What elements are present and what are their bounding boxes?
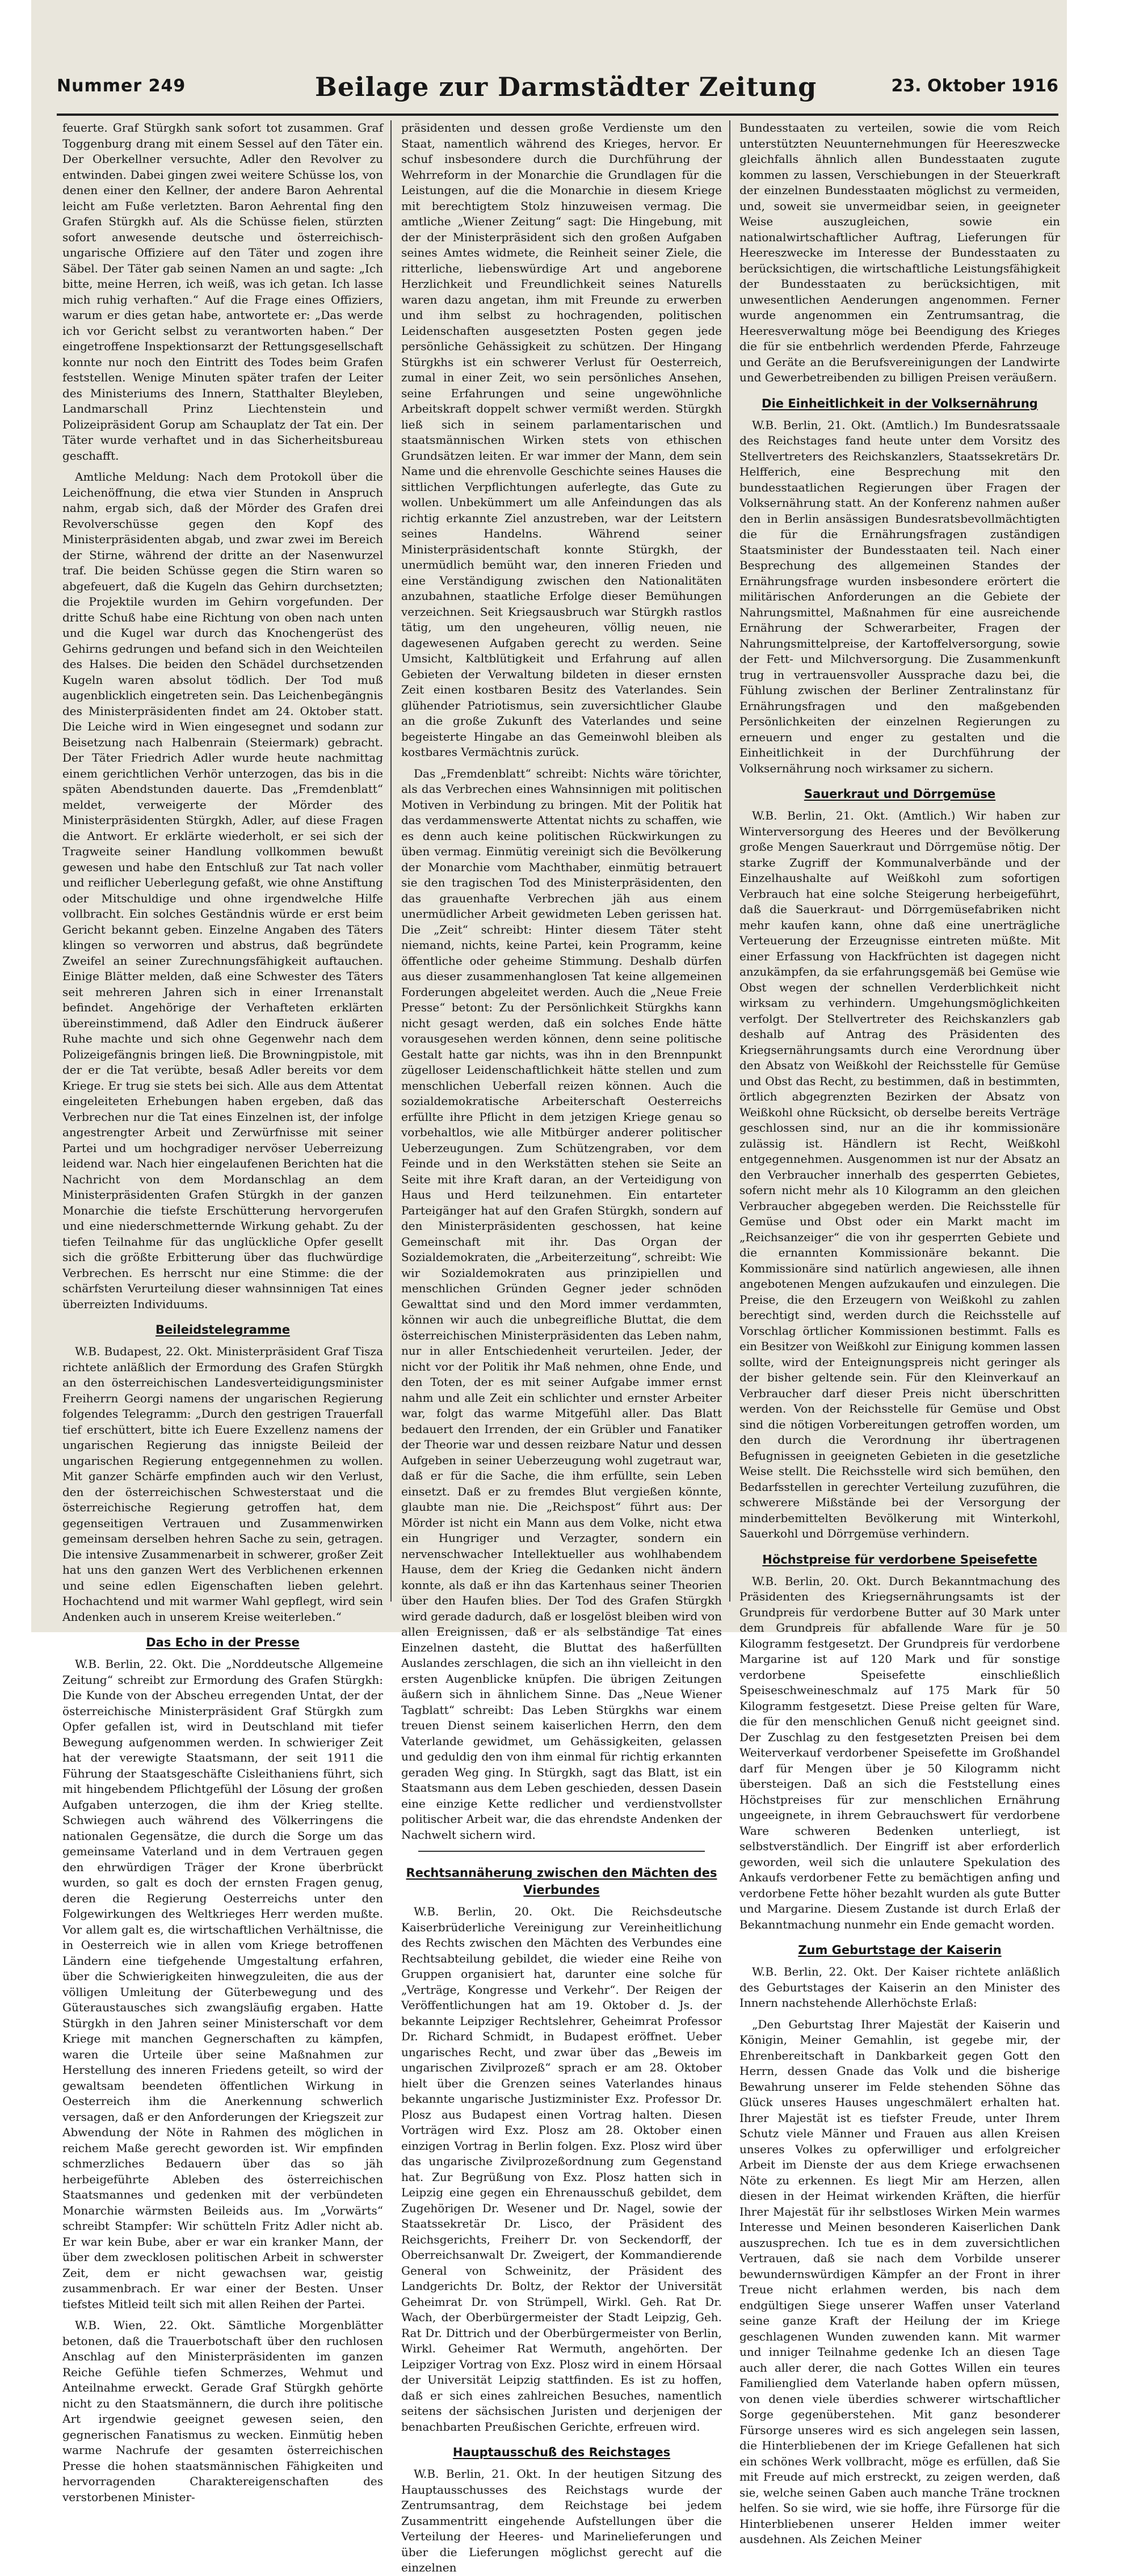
issue-number: Nummer 249 (57, 76, 186, 96)
header-rule (57, 114, 1058, 116)
article-heading: Die Einheitlichkeit in der Volksernährung (762, 396, 1038, 410)
article-heading: Beileidstelegramme (155, 1323, 290, 1337)
article-heading: Das Echo in der Presse (146, 1636, 300, 1649)
page-margin-right (1067, 0, 1135, 1632)
article-paragraph: Das „Fremdenblatt“ schreibt: Nichts wäre törichter, als das Verbrechen eines Wahnsinnigen mit politischen Motiven in Verbindung zu bringen. Mit der Politik hat das verdammenswerte Attentat nichts zu schaffen, wie es denn auch keine politischen Rückwirkungen zu üben vermag. Einmütig vereinigt sich die Bevölkerung der Monarchie vom Machthaber, einmütig betrauert sie den tragischen Tod des Ministerpräsidenten, den das grauenhafte Verbrechen jäh aus einem unermüdlicher Arbeit gewidmeten Leben gerissen hat. Die „Zeit“ schreibt: Hinter diesem Täter steht niemand, nichts, keine Partei, kein Programm, keine öffentliche oder geheime Stimmung. Deshalb dürfen aus dieser zusammenhanglosen Tat keine allgemeinen Forderungen abgeleitet werden. Auch die „Neue Freie Presse“ betont: Zu der Persönlichkeit Stürgkhs kann nicht gesagt werden, daß ein solches Ende hätte vorausgesehen werden können, denn seine politische Gestalt hatte gar nichts, was ihn in den Brennpunkt zügelloser Leidenschaftlichkeit hätte stellen und zum menschlichen Ueberfall reizen können. Auch die sozialdemokratische Arbeiterschaft Oesterreichs erfüllte ihre Pflicht in dem jetzigen Kriege genau so vorbehaltlos, wie alle Mitbürger anderer politischer Ueberzeugungen. Zum Schützengraben, vor dem Feinde und in den Werkstätten stehen sie Seite an Seite mit ihre Kraft daran, an der Verteidigung von Haus und Herd teilzunehmen. Ein entarteter Parteigänger hat auf den Grafen Stürgkh, sondern auf den Ministerpräsidenten geschossen, hat keine Gemeinschaft mit ihr. Das Organ der Sozialdemokraten, die „Arbeiterzeitung“, schreibt: Wie wir Sozialdemokraten aus prinzipiellen und menschlichen Gründen Gegner jeder schnöden Gewalttat sind und den Mord immer verdammten, können wir auch die unbegreifliche Bluttat, die dem österreichischen Ministerpräsidenten das Leben nahm, nur in aller Entschiedenheit verurteilen. Jeder, der nicht vor der Politik ihr Maß nehmen, ohne Ende, und den Toten, der es mit seiner Aufgabe immer ernst nahm und alle Zeit ein schlichter und ernster Arbeiter war, folgt das warme Mitgefühl aller. Das Blatt bedauert den Irrenden, der ein Grübler und Fanatiker der Theorie war und dessen reizbare Natur und dessen Aufgeben in seiner Ueberzeugung wohl zugetraut war, daß er für die Sache, die ihm erfüllte, sein Leben einsetzt. Daß er zu fremdes Blut vergießen könnte, glaubte man nie. Die „Reichspost“ führt aus: Der Mörder ist nicht ein Mann aus dem Volke, nicht etwa ein Hungriger und Verzagter, sondern ein nervenschwacher Intellektueller aus wohlhabendem Hause, dem der Krieg die Gedanken nicht ändern konnte, als daß er ihn das Kartenhaus seiner Theorien über den Haufen blies. Der Tod des Grafen Stürgkh wird gerade dadurch, daß er losgelöst bleiben wird von allen Ereignissen, daß er als selbständige Tat eines Einzelnen dasteht, die Bluttat des haßerfüllten Auslandes zerschlagen, die sich an ihn vielleicht in den ersten Augenblicke knüpfen. Die übrigen Zeitungen äußern sich in ähnlichem Sinne. Das „Neue Wiener Tagblatt“ schreibt: Das Leben Stürgkhs war einem treuen Dienst seinem kaiserlichen Herrn, den dem Vaterlande gewidmet, um Gehässigkeiten, gelassen und geduldig den von ihm einmal für richtig erkannten geraden Weg ging. In Stürgkh, sagt das Blatt, ist ein Staatsmann aus dem Leben geschieden, dessen Dasein eine einzige Kette redlicher und verdienstvollster politischer Arbeit war, die das ehrendste Andenken der Nachwelt sichern wird. (401, 766, 722, 1842)
article-paragraph: W.B. Berlin, 20. Okt. Die Reichsdeutsche Kaiserbrüderliche Vereinigung zur Vereinheitlichung des Rechts zwischen den Mächten des Verbundes eine Rechtsabteilung gebildet, die wieder eine Reihe von Gruppen organisiert hat, darunter eine solche für „Verträge, Kongresse und Verkehr“. Der Reigen der Veröffentlichungen hat am 19. Oktober d. Js. der bekannte Leipziger Rechtslehrer, Geheimrat Professor Dr. Richard Schmidt, in Budapest eröffnet. Ueber ungarisches Recht, und zwar über das „Beweis im ungarischen Zivilprozeß“ sprach er am 28. Oktober hielt über die Grenzen seines Vaterlandes hinaus bekannte ungarische Justizminister Exz. Professor Dr. Plosz aus Budapest einen Vortrag halten. Diesen Vorträgen wird Exz. Plosz am 28. Oktober einen einzigen Vortrag in Berlin folgen. Exz. Plosz wird über das ungarische Zivilprozeßordnung zum Gegenstand hat. Zur Begrüßung von Exz. Plosz hatten sich in Leipzig eine gegen ein Ehrenausschuß gebildet, dem Zugehörigen Dr. Wesener und Dr. Nagel, sowie der Staatssekretär Dr. Lisco, der Präsident des Reichsgerichts, Freiherr Dr. von Seckendorff, der Oberreichsanwalt Dr. Zweigert, der Kommandierende General von Schweinitz, der Präsident des Landgerichts Dr. Boltz, der Rektor der Universität Geheimrat Dr. von Strümpell, Wirkl. Geh. Rat Dr. Wach, der Oberbürgermeister der Stadt Leipzig, Geh. Rat Dr. Dittrich und der Oberbürgermeister von Berlin, Wirkl. Geheimer Rat Wermuth, angehörten. Der Leipziger Vortrag von Exz. Plosz wird in einem Hörsaal der Universität Leipzig stattfinden. Es ist zu hoffen, daß er sich eines zahlreichen Besuches, namentlich seitens der sächsischen Juristen und derjenigen der benachbarten Preußischen Gerichte, erfreuen wird. (401, 1905, 722, 2434)
article-paragraph: W.B. Berlin, 22. Okt. Die „Norddeutsche Allgemeine Zeitung“ schreibt zur Ermordung des Grafen Stürgkh: Die Kunde von der Abscheu erregenden Untat, der der österreichische Ministerpräsident Graf Stürgkh zum Opfer gefallen ist, wird in Deutschland mit tiefer Bewegung aufgenommen werden. In schwieriger Zeit hat der verewigte Staatsmann, der seit 1911 die Führung der Staatsgeschäfte Cisleithaniens führt, sich mit hingebendem Pflichtgefühl der Lösung der großen Aufgaben unterzogen, die ihm der Krieg stellte. Schwiegen auch während des Völkerringens die nationalen Gegensätze, die durch die Sorge um das gemeinsame Vaterland und in dem Vertrauen gegen den ehrwürdigen Träger der Krone überbrückt wurden, so galt es doch der ernsten Fragen genug, deren die Regierung Oesterreichs unter den Folgewirkungen des Weltkrieges Herr werden mußte. Vor allem galt es, die wirtschaftlichen Verhältnisse, die in Oesterreich wie in allen vom Kriege betroffenen Ländern eine tiefgehende Umgestaltung erfahren, über die Schwierigkeiten hinwegzuleiten, die aus der völligen Umleitung der Güterbewegung und des Güteraustausches sich zwangsläufig ergaben. Hatte Stürgkh in den Jahren seiner Ministerschaft vor dem Kriege mit manchen Gegnerschaften zu kämpfen, waren die Urteile über seine Maßnahmen zur Herstellung des inneren Friedens geteilt, so wird der gewaltsam beendeten öffentlichen Wirkung in Oesterreich ihm die Anerkennung schwerlich versagen, daß er den Anforderungen der Kriegszeit zur Abwendung der Nöte in Rahmen des möglichen in reichem Maße gerecht geworden ist. Wir empfinden schmerzliches Bedauern über das so jäh herbeigeführte Ableben des österreichischen Staatsmannes und gedenken mit der verbündeten Monarchie wärmsten Beileids aus. Im „Vorwärts“ schreibt Stampfer: Wir schütteln Fritz Adler nicht ab. Er war kein Bube, aber er war ein kranker Mann, der über dem zwecklosen politischen Arbeit in schwerster Zeit, dem er nicht gewachsen war, geistig zusammenbrach. Er war einer der Besten. Unser tiefstes Mitleid teilt sich mit allen Reihen der Partei. (62, 1657, 383, 2311)
article-paragraph: feuerte. Graf Stürgkh sank sofort tot zusammen. Graf Toggenburg drang mit einem Sessel auf den Täter ein. Der Oberkellner versuchte, Adler den Revolver zu entwinden. Dabei gingen zwei weitere Schüsse los, von denen einer den Kellner, der andere Baron Aehrental leicht am Fuße verletzten. Baron Aehrental fing den Grafen Stürgkh auf. Als die Schüsse fielen, stürzten sofort anwesende deutsche und österreichisch-ungarische Offiziere auf den Täter und zogen ihre Säbel. Der Täter gab seinen Namen an und sagte: „Ich bitte, meine Herren, ich weiß, was ich getan. Ich lasse mich ruhig verhaften.“ Auf die Frage eines Offiziers, warum er dies getan habe, antwortete er: „Das werde ich vor Gericht selbst zu verantworten haben.“ Der eingetroffene Inspektionsarzt der Rettungsgesellschaft konnte nur noch den Eintritt des Todes beim Grafen feststellen. Wenige Minuten später trafen der Leiter des Ministeriums des Innern, Statthalter Bleyleben, Landmarschall Prinz Liechtenstein und Polizeipräsident Gorup am Schauplatz der Tat ein. Der Täter wurde verhaftet und in das Sicherheitsbureau geschafft. (62, 121, 383, 463)
article-paragraph: W.B. Wien, 22. Okt. Sämtliche Morgenblätter betonen, daß die Trauerbotschaft über den ruchlosen Anschlag auf den Ministerpräsidenten im ganzen Reiche Gefühle tiefen Schmerzes, Wehmut und Anteilnahme erweckt. Gerade Graf Stürgkh gehörte nicht zu den Staatsmännern, die durch ihre politische Art irgendwie geeignet gewesen seien, den gegnerischen Fanatismus zu wecken. Einmütig heben warme Nachrufe der gesamten österreichischen Presse die hohen staatsmännischen Fähigkeiten und hervorragenden Charaktereigenschaften des verstorbenen Minister- (62, 2318, 383, 2504)
article-paragraph: W.B. Budapest, 22. Okt. Ministerpräsident Graf Tisza richtete anläßlich der Ermordung des Grafen Stürgkh an den österreichischen Landesverteidigungsminister Freiherrn Georgi namens der ungarischen Regierung folgendes Telegramm: „Durch den gestrigen Trauerfall tief erschüttert, bitte ich Euere Exzellenz namens der ungarischen Regierung das innigste Beileid der ungarischen Regierung entgegennehmen zu wollen. Mit ganzer Schärfe empfinden auch wir den Verlust, den der österreichischen Schwesterstaat und die österreichische Regierung getroffen hat, dem gegenseitigen Vertrauen und Zusammenwirken gemeinsam derselben hehren Sache zu sein, getragen. Die intensive Zusammenarbeit in schwerer, großer Zeit hat uns den ganzen Wert des Verblichenen erkennen und seine edlen Eigenschaften lieben gelehrt. Hochachtend und mit warmer Wahl gepflegt, wird sein Andenken auch in unserem Kreise weiterleben.“ (62, 1344, 383, 1624)
article-paragraph: „Den Geburtstag Ihrer Majestät der Kaiserin und Königin, Meiner Gemahlin, ist gegebe mir, der Ehrenbereitschaft in Dankbarkeit gegen Gott den Herrn, dessen Gnade das Volk und die bisherige Bewahrung unserer im Felde stehenden Söhne das Glück unseres Hauses ungeschmälert erhalten hat. Ihrer Majestät ist es tiefster Freude, unter Ihrem Schutz viele Männer und Frauen aus allen Kreisen unseres Volkes zu opferwilliger und erfolgreicher Arbeit im Dienste der aus dem Kriege erwachsenen Nöte zu erkennen. Es liegt Mir am Herzen, allen diesen in der Heimat wirkenden Kräften, die hierfür Ihrer Majestät für ihr selbstloses Wirken Mein warmes Interesse und Meinen besonderen Kaiserlichen Dank auszusprechen. Ich tue es in dem zuversichtlichen Vertrauen, daß sie nach dem Vorbilde unserer bewundernswürdigen Kämpfer an der Front in ihrer Treue nicht erlahmen werden, bis nach dem endgültigen Siege unserer Waffen unser Vaterland seine ganze Kraft der Heilung der im Kriege geschlagenen Wunden zuwenden kann. Mit warmer und inniger Teilnahme gedenke Ich an diesen Tage auch aller derer, die nach Gottes Willen ein teures Familienglied dem Vaterlande haben opfern müssen, von denen viele überdies schwerer wirtschaftlicher Sorge gegenüberstehen. Mit ganz besonderer Fürsorge unseres wird es sich angelegen sein lassen, die Hinterbliebenen der im Kriege Gefallenen hat sich ein schönes Werk vollbracht, möge es erfüllen, daß Sie mit Freude auf mich erstreckt, zu zeigen werden, daß sie, welche seinen Gaben auch manche Träne trocknen helfen. So sie wird, wie sie hoffe, ihre Fürsorge für die Hinterbliebenen unserer Helden immer weiter ausdehnen. Als Zeichen Meiner (739, 2017, 1060, 2546)
column-rule (390, 120, 392, 1602)
page-header (57, 72, 1058, 106)
article-paragraph: W.B. Berlin, 20. Okt. Durch Bekanntmachung des Präsidenten des Kriegsernährungsamts ist der Grundpreis für verdorbene Butter auf 30 Mark unter dem Grundpreis für abfallende Ware für je 50 Kilogramm festgesetzt. Der Grundpreis für verdorbene Margarine ist auf 120 Mark und für sonstige verdorbene Speisefette einschließlich Speiseschweineschmalz auf 175 Mark für 50 Kilogramm festgesetzt. Diese Preise gelten für Ware, die für den menschlichen Genuß nicht geeignet sind. Der Zuschlag zu den festgesetzten Preisen bei dem Weiterverkauf verdorbener Speisefette im Großhandel darf für Mengen über je 50 Kilogramm nicht übersteigen. Daß an sich die Feststellung eines Höchstpreises für zur menschlichen Ernährung ungeeignete, in ihrem Gebrauchswert für verdorbene Ware schweren Bedenken unterliegt, ist selbstverständlich. Der Eingriff ist aber erforderlich geworden, weil sich die unlautere Spekulation des Ankaufs verdorbener Fette zu bemächtigen anfing und verdorbene Fette höher bezahlt wurden als gute Butter und Margarine. Diesem Zustande ist durch Erlaß der Bekanntmachung nunmehr ein Ende gemacht worden. (739, 1574, 1060, 1931)
newspaper-title: Beilage zur Darmstädter Zeitung (315, 72, 817, 102)
article-paragraph: W.B. Berlin, 21. Okt. (Amtlich.) Im Bundesratssaale des Reichstages fand heute unter dem Vorsitz des Stellvertreters des Reichskanzlers, Staatssekretärs Dr. Helfferich, eine Besprechung mit den bundesstaatlichen Regierungen über Fragen der Volksernährung statt. An der Konferenz nahmen außer den in Berlin ansässigen Bundesratsbevollmächtigten die für die Ernährungsfragen zuständigen Staatsminister der Bundesstaaten teil. Nach einer Besprechung des allgemeinen Standes der Ernährungsfrage wurden insbesondere erörtert die militärischen Anforderungen an die Gebiete der Nahrungsmittel, Maßnahmen für eine ausreichende Ernährung der Schwerarbeiter, Fragen der Nahrungsmittelpreise, der Kartoffelversorgung, sowie der Fett- und Milchversorgung. Die Zusammenkunft trug in vertrauensvoller Aussprache dazu bei, die Fühlung zwischen der Berliner Zentralinstanz für Ernährungsfragen und den maßgebenden Persönlichkeiten der einzelnen Regierungen zu erneuern und enger zu gestalten und die Einheitlichkeit in der Durchführung der Volksernährung noch wirksamer zu sichern. (739, 418, 1060, 775)
article-paragraph: Bundesstaaten zu verteilen, sowie die vom Reich unterstützten Neuunternehmungen für Heereszwecke gleichfalls ähnlich allen Bundesstaaten zugute kommen zu lassen, Verschiebungen in der Steuerkraft der einzelnen Bundesstaaten möglichst zu vermeiden, und, soweit sie unvermeidbar seien, in geeigneter Weise auszugleichen, sowie ein nationalwirtschaftlicher Auftrag, Lieferungen für Heereszwecke im Interesse der Bundesstaaten zu berücksichtigen, die wirtschaftliche Leistungsfähigkeit der Bundesstaaten zu berücksichtigen, mit unwesentlichen Aenderungen angenommen. Ferner wurde angenommen ein Zentrumsantrag, die Heeresverwaltung möge bei Beendigung des Krieges die für sie entbehrlich werdenden Pferde, Fahrzeuge und Geräte an die Berufsvereinigungen der Landwirte und Gewerbetreibenden zu billigen Preisen veräußern. (739, 121, 1060, 384)
article-heading: Zum Geburtstage der Kaiserin (798, 1943, 1002, 1957)
article-paragraph: Amtliche Meldung: Nach dem Protokoll über die Leichenöffnung, die etwa vier Stunden in Anspruch nahm, ergab sich, daß der Mörder des Grafen drei Revolverschüsse gegen den Kopf des Ministerpräsidenten abgab, und zwar zwei im Bereich der Stirne, während der dritte an der Nasenwurzel traf. Die beiden Schüsse gegen die Stirn waren so abgefeuert, daß die Kugeln das Gehirn durchsetzten; die Projektile wurden im Gehirn vorgefunden. Der dritte Schuß habe eine Richtung von oben nach unten und die Kugel war durch das Knochengerüst des Gehirns gedrungen und befand sich in den Weichteilen des Halses. Die beiden den Schädel durchsetzenden Kugeln waren absolut tödlich. Der Tod muß augenblicklich eingetreten sein. Das Leichenbegängnis des Ministerpräsidenten findet am 24. Oktober statt. Die Leiche wird in Wien eingesegnet und sodann zur Beisetzung nach Halbenrain (Steiermark) gebracht. Der Täter Friedrich Adler wurde heute nachmittag einem gerichtlichen Verhör unterzogen, das bis in die späten Abendstunden dauerte. Das „Fremdenblatt“ meldet, verweigerte der Mörder des Ministerpräsidenten Stürgkh, Adler, auf diese Fragen die Antwort. Er erklärte wiederholt, er sei sich der Tragweite seiner Handlung vollkommen bewußt gewesen und habe den Entschluß zur Tat nach voller und reiflicher Ueberlegung gefaßt, wie ohne Anstiftung oder Mitschuldige und ohne irgendwelche Hilfe vollbracht. Ein solches Geständnis würde er erst beim Gericht bekannt geben. Einzelne Angaben des Täters klingen so verworren und abstrus, daß begründete Zweifel an seiner Zurechnungsfähigkeit auftauchen. Einige Blätter melden, daß eine Schwester des Täters seit mehreren Jahren sich in einer Irrenanstalt befindet. Angehörige der Verhafteten erklärten übereinstimmend, daß Adler den Eindruck äußerer Ruhe machte und sich ohne Gegenwehr nach dem Polizeigefängnis bringen ließ. Die Browningpistole, mit der er die Tat verübte, besaß Adler bereits vor dem Kriege. Er trug sie stets bei sich. Alle aus dem Attentat eingeleiteten Erhebungen haben ergeben, daß das Verbrechen nur die Tat eines Einzelnen ist, der infolge angestrengter Arbeit und Zerwürfnisse mit seiner Partei und um hochgradiger nervöser Ueberreizung leidend war. Nach hier eingelaufenen Berichten hat die Nachricht von dem Mordanschlag an dem Ministerpräsidenten Grafen Stürgkh in der ganzen Monarchie die tiefste Erschütterung hervorgerufen und eine niederschmetternde Wirkung gehabt. Zu der tiefen Teilnahme für das unglückliche Opfer gesellt sich die größte Erbitterung über das fluchwürdige Verbrechen. Es herrscht nur eine Stimme: die der schärfsten Verurteilung dieser wahnsinnigen Tat eines überreizten Individuums. (62, 470, 383, 1311)
issue-date: 23. Oktober 1916 (891, 76, 1058, 96)
article-heading: Höchstpreise für verdorbene Speisefette (762, 1552, 1037, 1566)
article-paragraph: präsidenten und dessen große Verdienste um den Staat, namentlich während des Krieges, hervor. Er schuf insbesondere durch die Durchführung der Wehrreform in der Monarchie die Grundlagen für die Leistungen, auf die die Monarchie in diesem Kriege mit berechtigtem Stolz hinzuweisen vermag. Die amtliche „Wiener Zeitung“ sagt: Die Hingebung, mit der der Ministerpräsident sich den großen Aufgaben seines Amtes widmete, die Reinheit seiner Ziele, die ritterliche, liebenswürdige Art und angeborene Herzlichkeit und Freundlichkeit seines Naturells waren dazu angetan, ihm mit Freunde zu erwerben und ihm selbst zu hochragenden, politischen Leidenschaften ausgesetzten Posten gegen jede persönliche Gehässigkeit zu schützen. Der Hingang Stürgkhs ist ein schwerer Verlust für Oesterreich, zumal in einer Zeit, wo sein persönliches Ansehen, seine Erfahrungen und seine ungewöhnliche Arbeitskraft doppelt schwer vermißt werden. Stürgkh ließ sich in seinem parlamentarischen und staatsmännischen Wirken stets von ethischen Grundsätzen leiten. Er war immer der Mann, dem sein Name und die ehrenvolle Geschichte seines Hauses die sittlichen Verpflichtungen auferlegte, das Gute zu wollen. Unbekümmert um alle Anfeindungen das als richtig erkannte Ziel anzustreben, war der Leitstern seines Handelns. Während seiner Ministerpräsidentschaft konnte Stürgkh, der unermüdlich bemüht war, den inneren Frieden und eine Verständigung zwischen den Nationalitäten anzubahnen, staatliche Erfolge dieser Bemühungen verzeichnen. Seit Kriegsausbruch war Stürgkh rastlos tätig, um den ungeheuren, völlig neuen, nie dagewesenen Aufgaben gerecht zu werden. Seine Umsicht, Kaltblütigkeit und Erfahrung auf allen Gebieten der Verwaltung bildeten in dieser ernsten Zeit einen kostbaren Besitz des Vaterlandes. Sein glühender Patriotismus, sein zuversichtlicher Glaube an die große Zukunft des Vaterlandes und seine begeisterte Hingabe an das Gemeinwohl bleiben als kostbares Vermächtnis zurück. (401, 121, 722, 759)
column-3 (739, 120, 1060, 2546)
column-2 (401, 120, 722, 2574)
article-heading: Hauptausschuß des Reichstages (452, 2445, 671, 2459)
section-divider (418, 1851, 705, 1852)
page-margin-left (0, 0, 31, 1632)
column-rule (729, 120, 730, 1602)
article-paragraph: W.B. Berlin, 22. Okt. Der Kaiser richtete anläßlich des Geburtstages der Kaiserin an den Minister des Innern nachstehende Allerhöchste Erlaß: (739, 1965, 1060, 2010)
article-paragraph: W.B. Berlin, 21. Okt. (Amtlich.) Wir haben zur Winterversorgung des Heeres und der Bevölkerung große Mengen Sauerkraut und Dörrgemüse nötig. Der starke Zugriff der Kommunalverbände und der Einzelhaushalte auf Weißkohl zum sofortigen Verbrauch hat eine solche Steigerung herbeigeführt, daß die Sauerkraut- und Dörrgemüsefabriken nicht mehr kaufen kann, ohne daß eine unerträgliche Verteuerung der Erzeugnisse eintreten müßte. Mit einer Erfassung von Hackfrüchten ist dagegen nicht anzukämpfen, da sie erfahrungsgemäß bei Gemüse wie Obst wegen der schnellen Verderblichkeit nicht wirksam zu verhindern. Umgehungsmöglichkeiten verfolgt. Der Stellvertreter des Reichskanzlers gab deshalb auf Antrag des Präsidenten des Kriegsernährungsamts durch eine Verordnung über den Absatz von Weißkohl der Reichsstelle für Gemüse und Obst das Recht, zu bestimmen, daß in bestimmten, örtlich abgegrenzten Bezirken der Absatz von Weißkohl ohne Rücksicht, ob derselbe bereits Verträge geschlossen sind, nur an die ihr kommissionäre zulässig ist. Händlern ist Recht, Weißkohl entgegennehmen. Ausgenommen ist nur der Absatz an den Verbraucher innerhalb des gesperrten Gebietes, sofern nicht mehr als 10 Kilogramm an den gleichen Verbraucher abgegeben werden. Die Reichsstelle für Gemüse und Obst oder ein Markt macht im „Reichsanzeiger“ die von ihr gesperrten Gebiete und die ernannten Kommissionäre bekannt. Die Kommissionäre sind natürlich angewiesen, alle ihnen angebotenen Mengen aufzukaufen und einzulegen. Die Preise, die den Erzeugern von Weißkohl zu zahlen berechtigt sind, werden durch die Reichsstelle auf Vorschlag örtlicher Kommissionen bestimmt. Falls es ein Besitzer von Weißkohl zur Einigung kommen lassen sollte, wird der Enteignungspreis nicht geringer als der bisher geltende sein. Für den Kleinverkauf an Verbraucher darf dieser Preis nicht überschritten werden. Von der Reichsstelle für Gemüse und Obst sind die nötigen Vorbereitungen getroffen worden, um den durch die Verordnung ihr übertragenen Befugnissen in geeigneten Gebieten in die gesetzliche Weise stellt. Die Reichsstelle wird sich bemühen, den Bedarfsstellen in gerechter Verteilung zuzuführen, die schwerere Mißstände bei der Versorgung der minderbemittelten Bevölkerung mit Winterkohl, Sauerkohl und Dörrgemüse verhindern. (739, 809, 1060, 1540)
article-heading: Rechtsannäherung zwischen den Mächten des Vierbundes (406, 1866, 717, 1897)
article-paragraph: W.B. Berlin, 21. Okt. In der heutigen Sitzung des Hauptausschusses des Reichstags wurde der Zentrumsantrag, dem Reichstage bei jedem Zusammentritt eingehende Aufstellungen über die Verteilung der Heeres- und Marinelieferungen und über die Lieferungen möglichst gerecht auf die einzelnen (401, 2467, 722, 2574)
article-heading: Sauerkraut und Dörrgemüse (804, 787, 996, 801)
column-1 (62, 120, 383, 2504)
